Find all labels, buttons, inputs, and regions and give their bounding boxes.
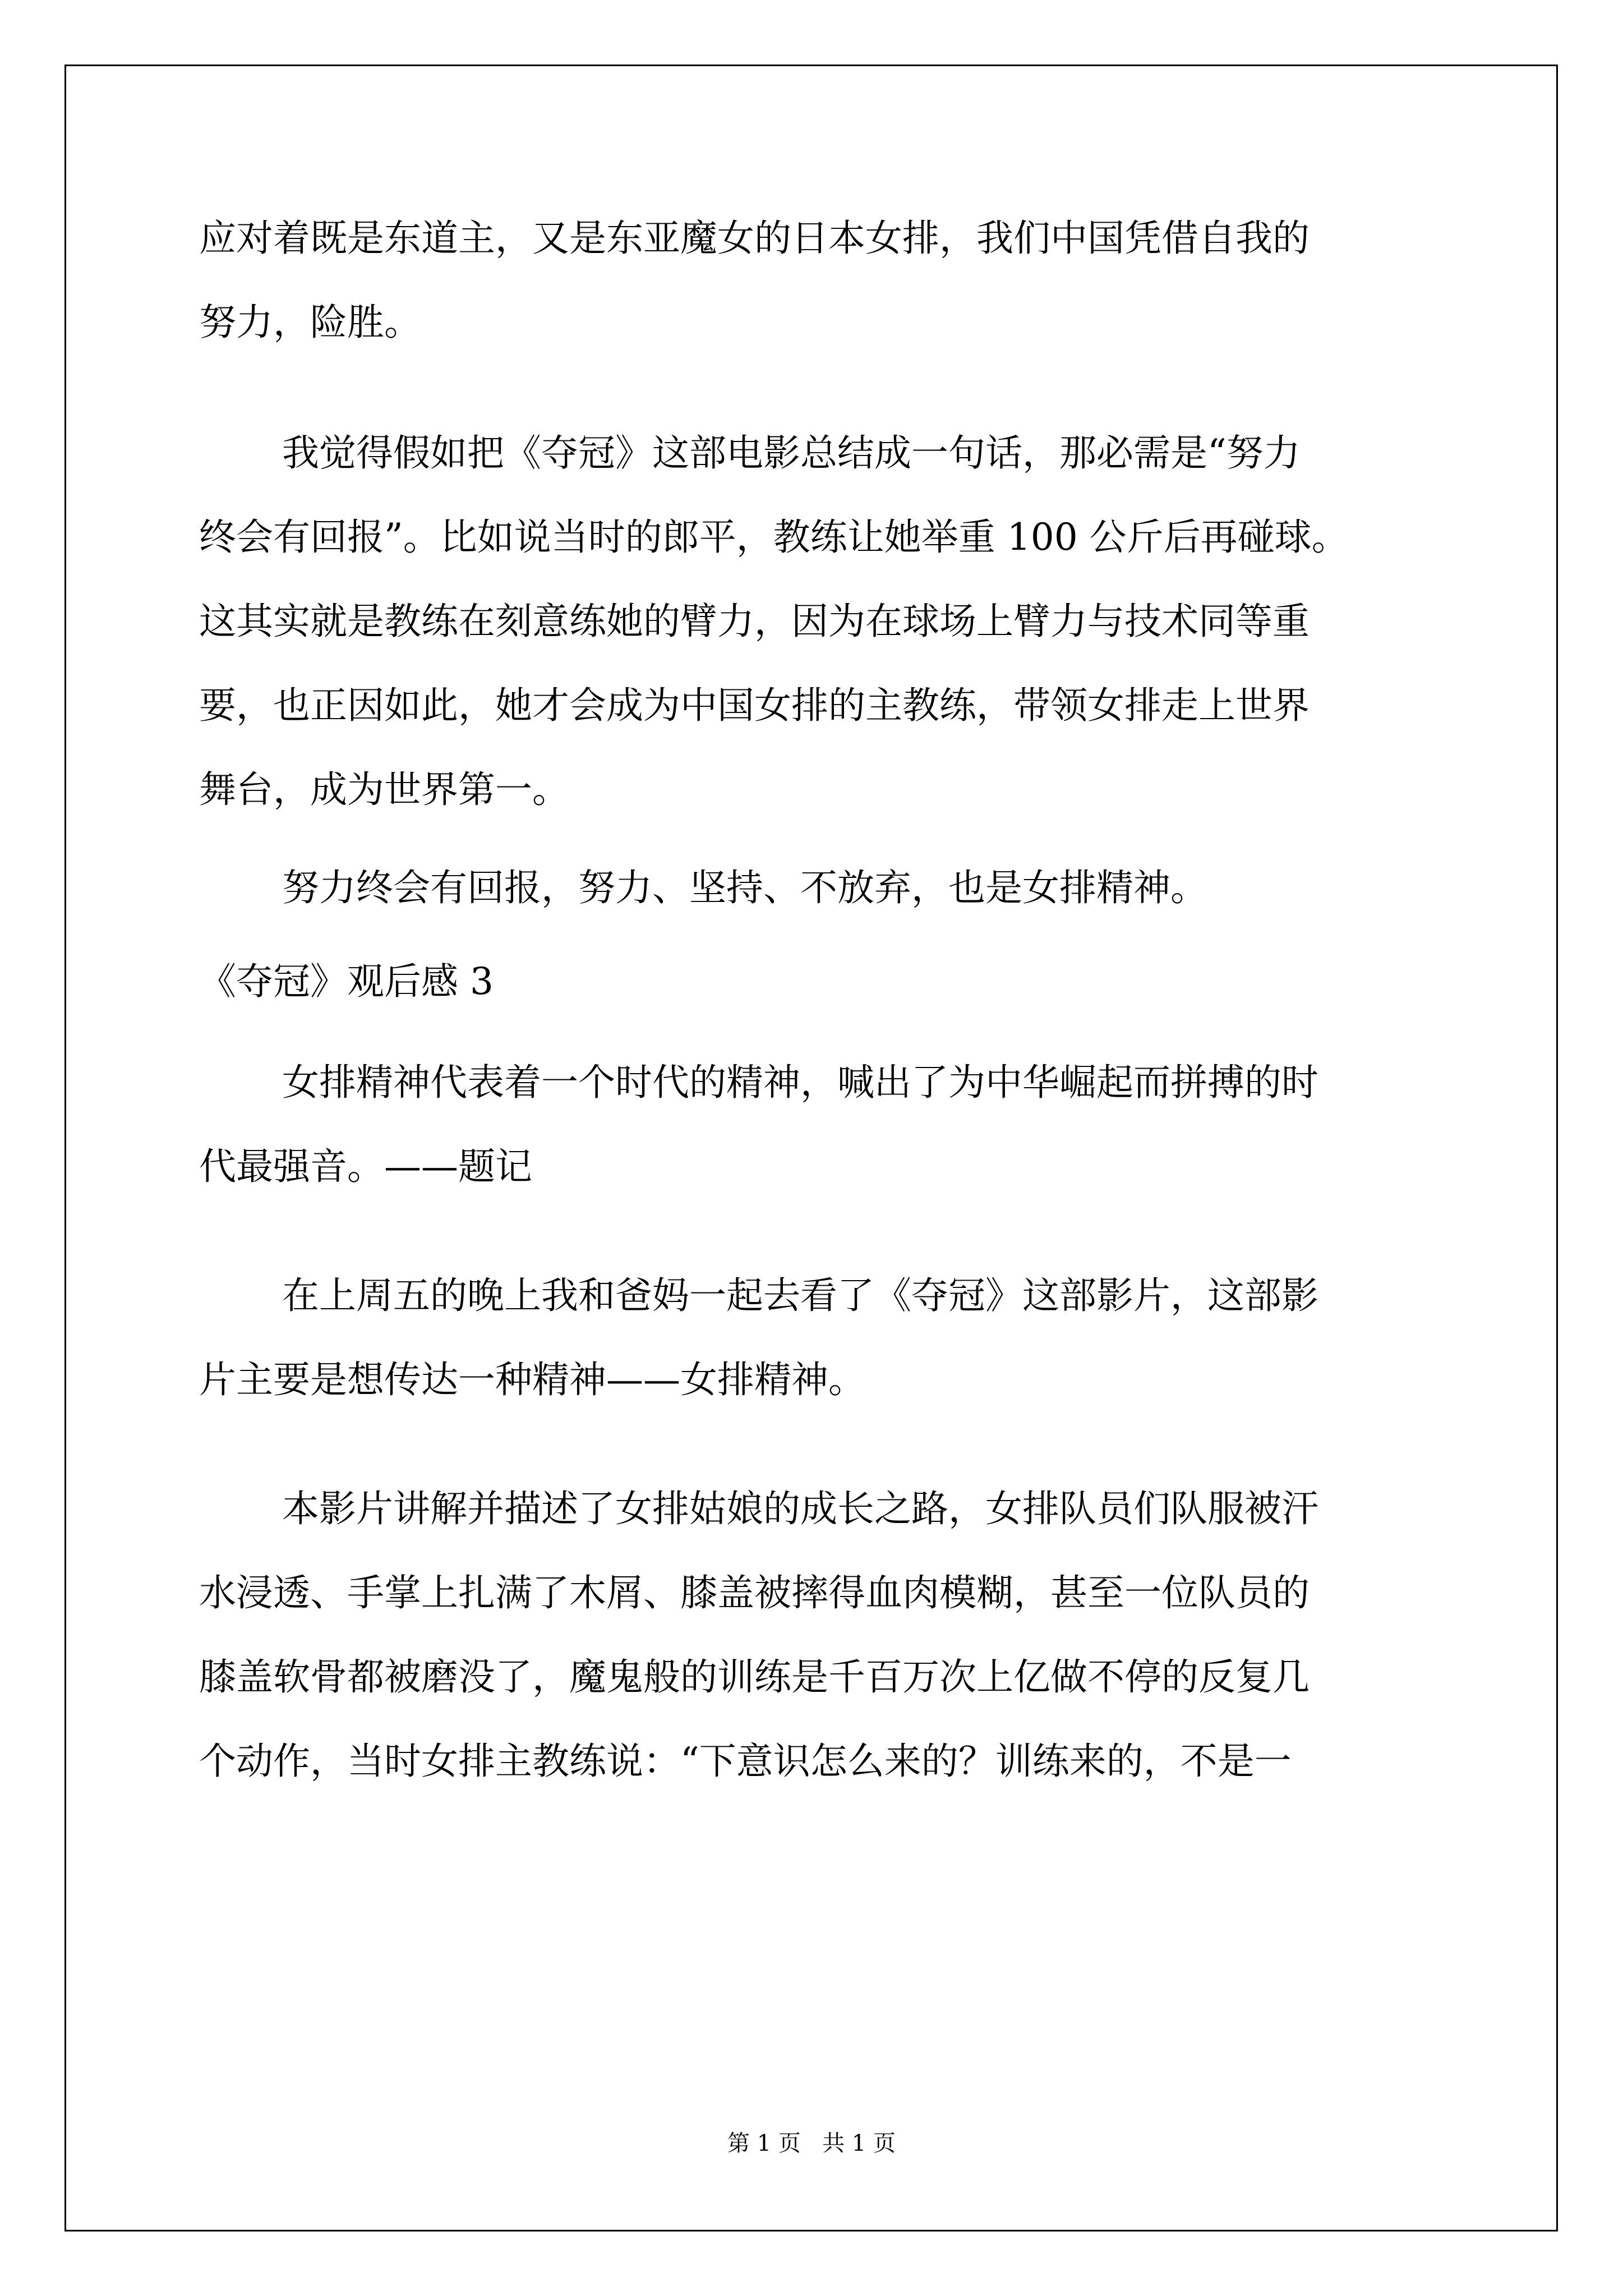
paragraph-line: 膝盖软骨都被磨没了，魔鬼般的训练是千百万次上亿做不停的反复几 bbox=[199, 1655, 1310, 1699]
paragraph-line: 水浸透、手掌上扎满了木屑、膝盖被摔得血肉模糊，甚至一位队员的 bbox=[199, 1571, 1310, 1614]
paragraph-line: 个动作，当时女排主教练说：“下意识怎么来的？训练来的，不是一 bbox=[199, 1740, 1292, 1783]
paragraph-line: 片主要是想传达一种精神——女排精神。 bbox=[199, 1358, 865, 1401]
paragraph-line: 这其实就是教练在刻意练她的臂力，因为在球场上臂力与技术同等重 bbox=[199, 600, 1310, 643]
paragraph-line: 舞台，成为世界第一。 bbox=[199, 768, 569, 811]
paragraph-line: 努力，险胜。 bbox=[199, 301, 421, 344]
paragraph-line: 努力终会有回报，努力、坚持、不放弃，也是女排精神。 bbox=[282, 866, 1207, 909]
paragraph-line: 终会有回报”。比如说当时的郎平，教练让她举重 100 公斤后再碰球。 bbox=[199, 516, 1349, 559]
paragraph-line: 女排精神代表着一个时代的精神，喊出了为中华崛起而拼搏的时 bbox=[282, 1061, 1318, 1104]
paragraph-line: 本影片讲解并描述了女排姑娘的成长之路，女排队员们队服被汗 bbox=[282, 1487, 1318, 1530]
paragraph-line: 要，也正因如此，她才会成为中国女排的主教练，带领女排走上世界 bbox=[199, 684, 1310, 727]
section-heading: 《夺冠》观后感 3 bbox=[199, 960, 494, 1003]
paragraph-line: 在上周五的晚上我和爸妈一起去看了《夺冠》这部影片，这部影 bbox=[282, 1274, 1318, 1317]
paragraph-line: 代最强音。——题记 bbox=[199, 1145, 532, 1188]
page-footer: 第 1 页 共 1 页 bbox=[727, 2131, 896, 2156]
paragraph-line: 我觉得假如把《夺冠》这部电影总结成一句话，那必需是“努力 bbox=[282, 431, 1301, 475]
paragraph-line: 应对着既是东道主，又是东亚魔女的日本女排，我们中国凭借自我的 bbox=[199, 217, 1310, 260]
